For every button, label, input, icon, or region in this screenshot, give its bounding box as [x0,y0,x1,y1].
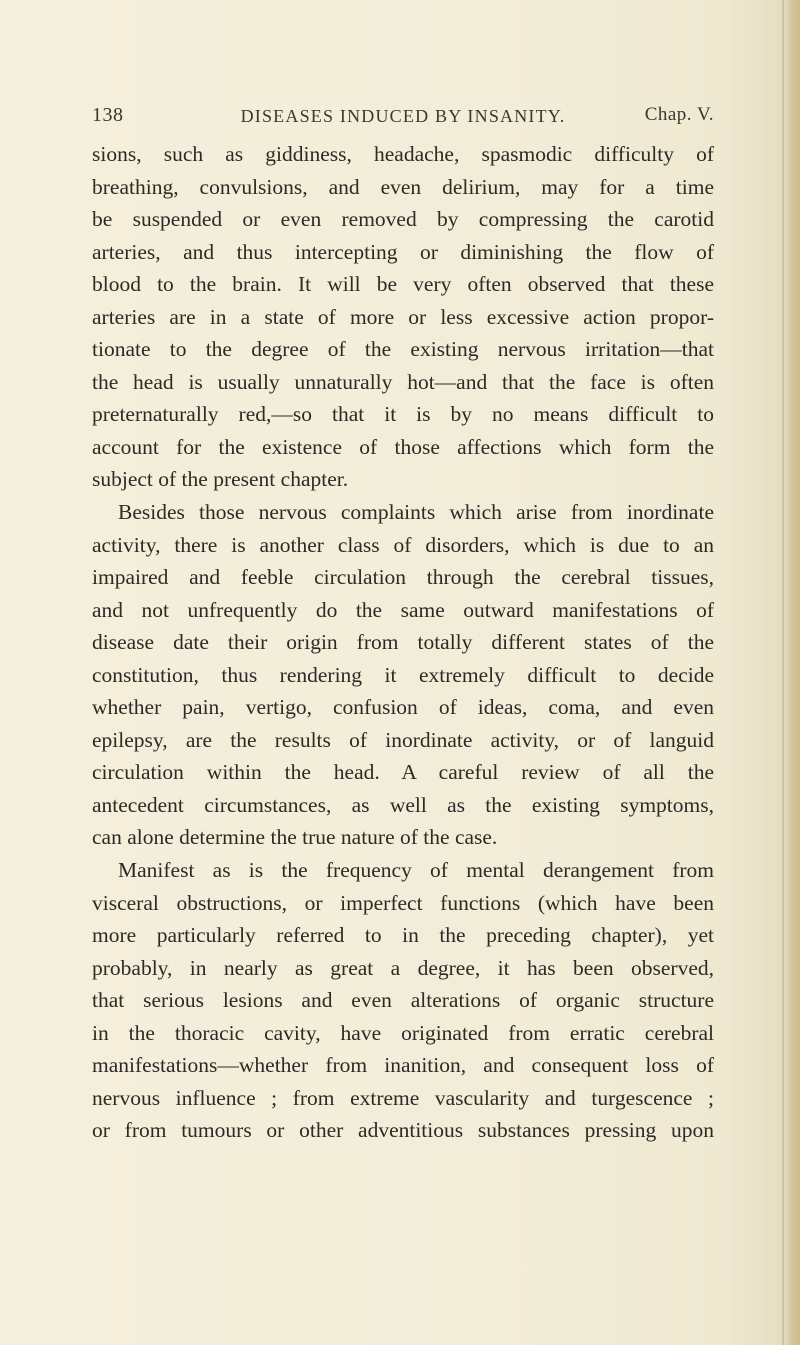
text-line: whether pain, vertigo, confusion of ideas, coma, and even [92,695,714,720]
page-gutter-shadow [782,0,784,1345]
text-line: antecedent circumstances, as well as the existing symptoms, [92,792,714,817]
text-line: breathing, convulsions, and even delirium, may for a time [92,174,714,199]
text-line: preternaturally red,—so that it is by no means difficult to [92,402,714,427]
text-line: can alone determine the true nature of the case. [92,825,498,850]
text-line: impaired and feeble circulation through the cerebral tissues, [92,565,714,590]
text-line: circulation within the head. A careful review of all the [92,760,714,785]
text-line: disease date their origin from totally different states of the [92,630,714,655]
text-line: arteries are in a state of more or less excessive action propor- [92,304,714,329]
text-line: Besides those nervous complaints which arise from inordinate [118,500,714,525]
text-line: constitution, thus rendering it extremely difficult to decide [92,662,714,687]
text-line: subject of the present chapter. [92,467,349,492]
text-line: arteries, and thus intercepting or diminishing the flow of [92,239,714,264]
text-line: that serious lesions and even alterations of organic structure [92,988,714,1013]
text-line: Manifest as is the frequency of mental derangement from [118,858,714,883]
text-line: in the thoracic cavity, have originated from erratic cerebral [92,1020,714,1045]
text-line: probably, in nearly as great a degree, it has been observed, [92,955,714,980]
text-line: manifestations—whether from inanition, and consequent loss of [92,1053,714,1078]
text-line: tionate to the degree of the existing nervous irritation—that [92,337,714,362]
text-line: nervous influence ; from extreme vascularity and turgescence ; [92,1085,714,1110]
page-header [92,104,714,134]
text-line: or from tumours or other adventitious substances pressing upon [92,1118,714,1143]
text-line: and not unfrequently do the same outward manifestations of [92,597,714,622]
body-text [92,138,714,1147]
page-number: 138 [92,104,124,126]
page-edge [786,0,800,1345]
text-line: visceral obstructions, or imperfect functions (which have been [92,890,714,915]
text-line: sions, such as giddiness, headache, spasmodic difficulty of [92,142,714,166]
text-line: be suspended or even removed by compressing the carotid [92,207,714,232]
chapter-reference: Chap. V. [644,104,714,125]
text-line: account for the existence of those affections which form the [92,434,714,459]
text-line: more particularly referred to in the preceding chapter), yet [92,923,714,948]
text-line: activity, there is another class of disorders, which is due to an [92,532,714,557]
text-line: blood to the brain. It will be very often observed that these [92,272,714,297]
text-line: the head is usually unnaturally hot—and that the face is often [92,369,714,394]
text-line: epilepsy, are the results of inordinate activity, or of languid [92,727,714,752]
running-title: DISEASES INDUCED BY INSANITY. [240,106,566,126]
